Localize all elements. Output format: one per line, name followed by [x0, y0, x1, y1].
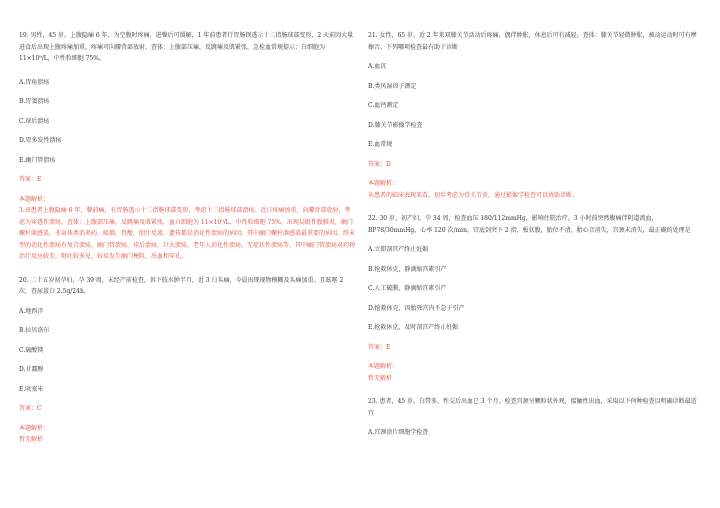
question-21	[368, 30, 702, 201]
option-b: B.胃窦溃疡	[19, 98, 50, 105]
question-20	[19, 275, 355, 446]
explanation: 暂无解析	[368, 374, 393, 382]
question-23	[368, 396, 702, 439]
explanation: 暂无解析	[19, 436, 44, 443]
question-stem: 21. 女性，65 岁。近 2 年来双膝关节活动后疼痛、偶伴肿胀，休息后可有减轻。查体：膝关节轻微肿胀，被动运动时可有摩擦音。下列哪项检查最有助于诊断	[368, 32, 697, 51]
option-e: E.呋塞米	[19, 385, 44, 393]
option-a: A.地西泮	[19, 307, 44, 315]
option-b: B.抢救休克，静滴缩宫素引产	[368, 265, 447, 273]
answer: 答案：C	[19, 405, 42, 412]
option-b: B.类风湿因子测定	[368, 82, 417, 90]
left-column	[19, 30, 355, 446]
option-a: A.胃角溃疡	[19, 78, 50, 86]
option-b: B.拉贝洛尔	[19, 327, 50, 334]
explanation-title: 本题解析：	[19, 195, 50, 203]
option-e: E.血常规	[368, 141, 393, 148]
option-c: C.硫酸镁	[19, 346, 44, 354]
option-d: D.膝关节影像学检查	[368, 121, 423, 129]
question-19	[19, 30, 355, 263]
answer: 答案：E	[19, 176, 42, 183]
explanation-title: 本题解析：	[19, 424, 50, 432]
question-stem: 19. 男性，45 岁。上腹隐痛 6 年，为空腹时疼痛，进餐后可缓解，1 年前患者行胃肠钡透示十二指肠球部变形，2 天前因大量进食后出现上腹疼痛加重，疼痛可向腰背部放射，查体：上腹部压痛，反跳痛及肌紧张，急检血常规提示：白细胞为 11×10⁹/L，中性粒细胞 75%。	[19, 32, 354, 62]
option-c: C.血钙测定	[368, 102, 399, 109]
right-column	[368, 30, 702, 439]
explanation: 从患者的临床表现来看，初步考虑为骨关节炎，通过影像学检查可以协助诊断。	[368, 191, 579, 199]
question-22	[368, 213, 702, 384]
explanation-title: 本题解析：	[368, 363, 399, 370]
question-stem: 23. 患者，45 岁，白带多，性交后出血已 3 个月。检查宫颈呈颗粒状外观，接触性出血，采取以下何种检查以明确诊断最适宜	[368, 398, 697, 417]
option-c: C.球后溃疡	[19, 117, 50, 125]
option-a: A.宫颈涂片细胞学检查	[368, 429, 429, 436]
question-stem: 20. 二十五岁初孕妇，孕 39 周，末经产前检查，诉下肢水肿半月，近 3 日头痛，今晨出现视物模糊及头痛加重。且眩呕 2 次，查尿蛋白 2.5g/24h。	[19, 276, 344, 295]
option-a: A.血沉	[368, 63, 387, 70]
option-d: D.胃多发性溃疡	[19, 137, 62, 144]
explanation-title: 本题解析：	[368, 180, 399, 187]
answer: 答案：E	[368, 343, 391, 351]
option-e: E.幽门管溃疡	[19, 156, 56, 164]
question-stem: 22. 30 岁，初产妇，孕 34 周，检查血压 180/112mmHg，影响住院治疗。3 小时前突然腹痛伴阴道流血，BP78/30mmHg，心率 120 次/min，宫底剑突下 2 指，板状腹，胎位不清，胎心音消失，宫颈未消失，最正确的处理是	[368, 215, 691, 234]
option-d: D.抢救休克，因胎死宫内不急于引产	[368, 304, 465, 312]
answer: 答案：D	[368, 160, 391, 168]
option-d: D.甘露醇	[19, 366, 44, 373]
option-a: A.立即剖宫产终止妊娠	[368, 246, 429, 253]
explanation: 3.该患者上腹隐痛 6 年，餐前痛，有胃肠透示十二指肠球部变形，考虑十二指肠球部溃疡。近日疼痛加重，向腰背部放射，考虑为穿透性溃疡。查体：上腹部压痛，反跳痛及肌紧张，血白细胞为 11×10⁹/L，中性粒细胞 75%，出现局限性腹膜炎，幽门螺杆菌感染，非甾体类消炎药，吸烟，胃酸，胆汁反流，遗传都是消化性溃疡的病因。其中幽门螺杆菌感染最重要的病因，终末型的消化性溃疡有复合溃疡，幽门管溃疡，球后溃疡，巨大溃疡，老年人消化性溃疡，无症状性溃疡等，其中幽门管溃疡对药物治疗反应较差，呕吐较多见，较易发生幽门梗阻，出血和穿孔。	[19, 207, 356, 260]
option-c: C.人工破膜，静滴缩宫素引产	[368, 285, 447, 292]
option-e: E.抢救休克，及时剖宫产终止妊娠	[368, 324, 459, 331]
